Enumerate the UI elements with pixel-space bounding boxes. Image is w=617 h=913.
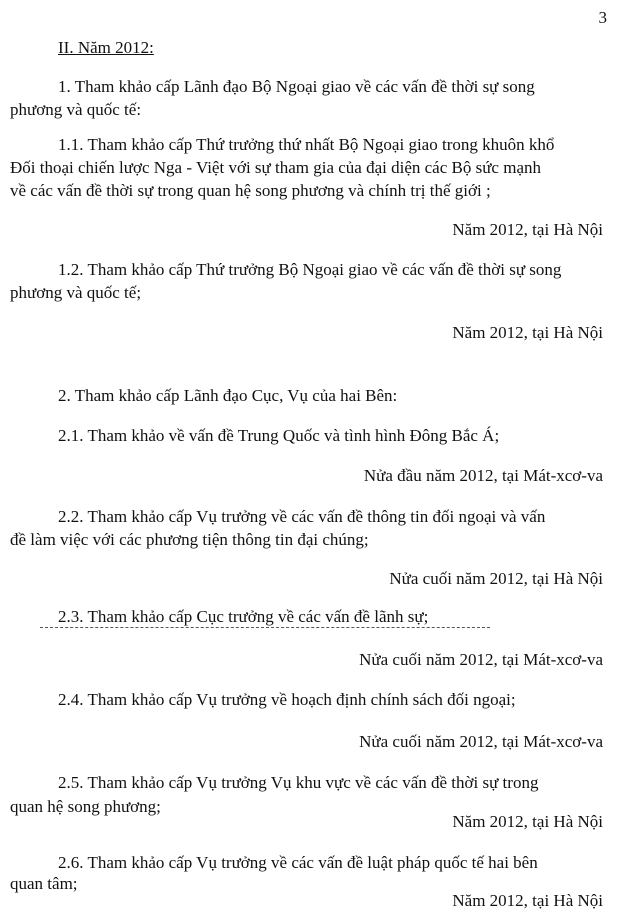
item-2-4-place: Nửa cuối năm 2012, tại Mát-xcơ-va — [359, 732, 603, 751]
section-heading: II. Năm 2012: — [58, 38, 154, 57]
item-1-line-1: 1. Tham khảo cấp Lãnh đạo Bộ Ngoại giao về các vấn đề thời sự song — [58, 77, 535, 96]
item-1-1-line-3: về các vấn đề thời sự trong quan hệ song phương và chính trị thế giới ; — [10, 181, 491, 200]
item-2-5-line-1: 2.5. Tham khảo cấp Vụ trưởng Vụ khu vực về các vấn đề thời sự trong — [58, 773, 539, 792]
item-2-6-line-2: quan tâm; — [10, 874, 78, 893]
item-1-line-2: phương và quốc tế: — [10, 100, 142, 119]
page-number: 3 — [598, 8, 607, 27]
item-1-1-line-2: Đối thoại chiến lược Nga - Việt với sự tham gia của đại diện các Bộ sức mạnh — [10, 158, 542, 177]
item-2-6-line-1: 2.6. Tham khảo cấp Vụ trưởng về các vấn đề luật pháp quốc tế hai bên — [58, 853, 538, 872]
item-2-1-line-1: 2.1. Tham khảo về vấn đề Trung Quốc và tình hình Đông Bắc Á; — [58, 426, 500, 445]
item-2-2-line-2: đề làm việc với các phương tiện thông tin đại chúng; — [10, 530, 369, 549]
item-2-3-line-1: 2.3. Tham khảo cấp Cục trưởng về các vấn đề lãnh sự; — [58, 607, 429, 626]
dashed-rule — [40, 627, 490, 628]
item-2-3-place: Nửa cuối năm 2012, tại Mát-xcơ-va — [359, 650, 603, 669]
item-1-1-line-1: 1.1. Tham khảo cấp Thứ trưởng thứ nhất Bộ Ngoại giao trong khuôn khổ — [58, 135, 555, 154]
item-2-4-line-1: 2.4. Tham khảo cấp Vụ trưởng về hoạch định chính sách đối ngoại; — [58, 690, 516, 709]
item-2-5-line-2: quan hệ song phương; — [10, 797, 161, 816]
item-1-2-place: Năm 2012, tại Hà Nội — [452, 323, 603, 342]
item-2-2-line-1: 2.2. Tham khảo cấp Vụ trưởng về các vấn đề thông tin đối ngoại và vấn — [58, 507, 546, 526]
item-1-2-line-1: 1.2. Tham khảo cấp Thứ trưởng Bộ Ngoại giao về các vấn đề thời sự song — [58, 260, 562, 279]
item-1-2-line-2: phương và quốc tế; — [10, 283, 142, 302]
item-2-2-place: Nửa cuối năm 2012, tại Hà Nội — [389, 569, 603, 588]
item-2-5-place: Năm 2012, tại Hà Nội — [452, 812, 603, 831]
item-1-1-place: Năm 2012, tại Hà Nội — [452, 220, 603, 239]
item-2-line-1: 2. Tham khảo cấp Lãnh đạo Cục, Vụ của hai Bên: — [58, 386, 398, 405]
item-2-1-place: Nửa đầu năm 2012, tại Mát-xcơ-va — [363, 466, 603, 485]
item-2-6-place: Năm 2012, tại Hà Nội — [452, 891, 603, 910]
